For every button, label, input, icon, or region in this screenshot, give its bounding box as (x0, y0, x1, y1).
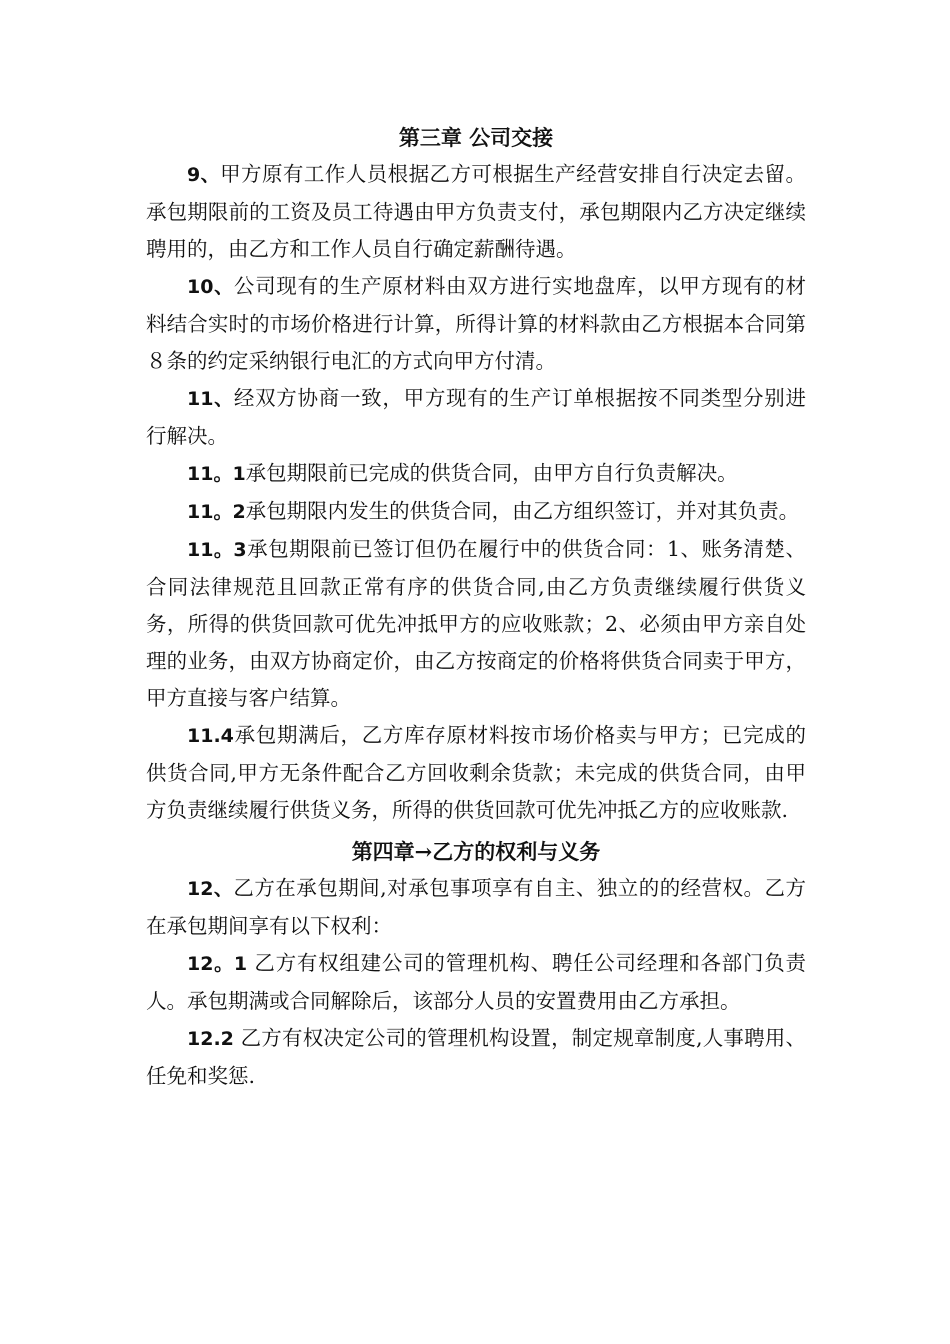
chapter-3-heading: 第三章 公司交接 (398, 125, 554, 150)
clause-12-1 (146, 945, 806, 1020)
clause-text: 经双方协商一致，甲方现有的生产订单根据按不同类型分别进行解决。 (146, 386, 806, 448)
clause-text: 甲方原有工作人员根据乙方可根据生产经营安排自行决定去留。承包期限前的工资及员工待遇由甲方负责支付，承包期限内乙方决定继续聘用的，由乙方和工作人员自行确定薪酬待遇。 (146, 162, 806, 261)
clause-number: 12、 (187, 878, 234, 900)
clause-text: 乙方在承包期间,对承包事项享有自主、独立的的经营权。乙方在承包期间享有以下权利： (146, 876, 806, 938)
clause-11 (146, 380, 806, 455)
clause-text: 承包期限前已完成的供货合同，由甲方自行负责解决。 (245, 461, 738, 485)
clause-9 (146, 156, 806, 268)
clause-text: 乙方有权组建公司的管理机构、聘任公司经理和各部门负责人。承包期满或合同解除后，该部分人员的安置费用由乙方承担。 (146, 951, 806, 1013)
clause-number: 11。3 (187, 539, 247, 561)
clause-text: 承包期限内发生的供货合同，由乙方组织签订，并对其负责。 (245, 499, 800, 523)
clause-number: 12.2 (187, 1028, 234, 1050)
document-page (146, 115, 806, 1095)
clause-number: 11。2 (187, 501, 246, 523)
clause-text: 承包期满后，乙方库存原材料按市场价格卖与甲方；已完成的供货合同,甲方无条件配合乙方回收剩余货款；未完成的供货合同，由甲方负责继续履行供货义务，所得的供货回款可优先冲抵乙方的应收账款. (146, 723, 806, 822)
clause-12 (146, 870, 806, 945)
clause-11-1 (146, 455, 806, 493)
clause-11-2 (146, 493, 806, 531)
clause-text: 公司现有的生产原材料由双方进行实地盘库，以甲方现有的材料结合实时的市场价格进行计算，所得计算的材料款由乙方根据本合同第８条的约定采纳银行电汇的方式向甲方付清。 (146, 274, 806, 373)
clause-number: 9、 (187, 164, 221, 186)
clause-11-3 (146, 531, 806, 717)
clause-number: 11。1 (187, 463, 246, 485)
clause-text: 乙方有权决定公司的管理机构设置，制定规章制度,人事聘用、任免和奖惩. (146, 1026, 806, 1088)
clause-number: 12。1 (187, 953, 248, 975)
clause-10 (146, 268, 806, 380)
clause-number: 10、 (187, 276, 234, 298)
chapter-4-heading: 第四章→乙方的权利与义务 (351, 839, 601, 864)
clause-text: 承包期限前已签订但仍在履行中的供货合同：1、账务清楚、合同法律规范且回款正常有序的供货合同,由乙方负责继续履行供货义务，所得的供货回款可优先冲抵甲方的应收账款；2、必须由甲方亲自处理的业务，由双方协商定价，由乙方按商定的价格将供货合同卖于甲方，甲方直接与客户结算。 (146, 537, 806, 710)
clause-12-2 (146, 1020, 806, 1095)
clause-number: 11、 (187, 388, 234, 410)
clause-11-4 (146, 717, 806, 829)
clause-number: 11.4 (187, 725, 234, 747)
